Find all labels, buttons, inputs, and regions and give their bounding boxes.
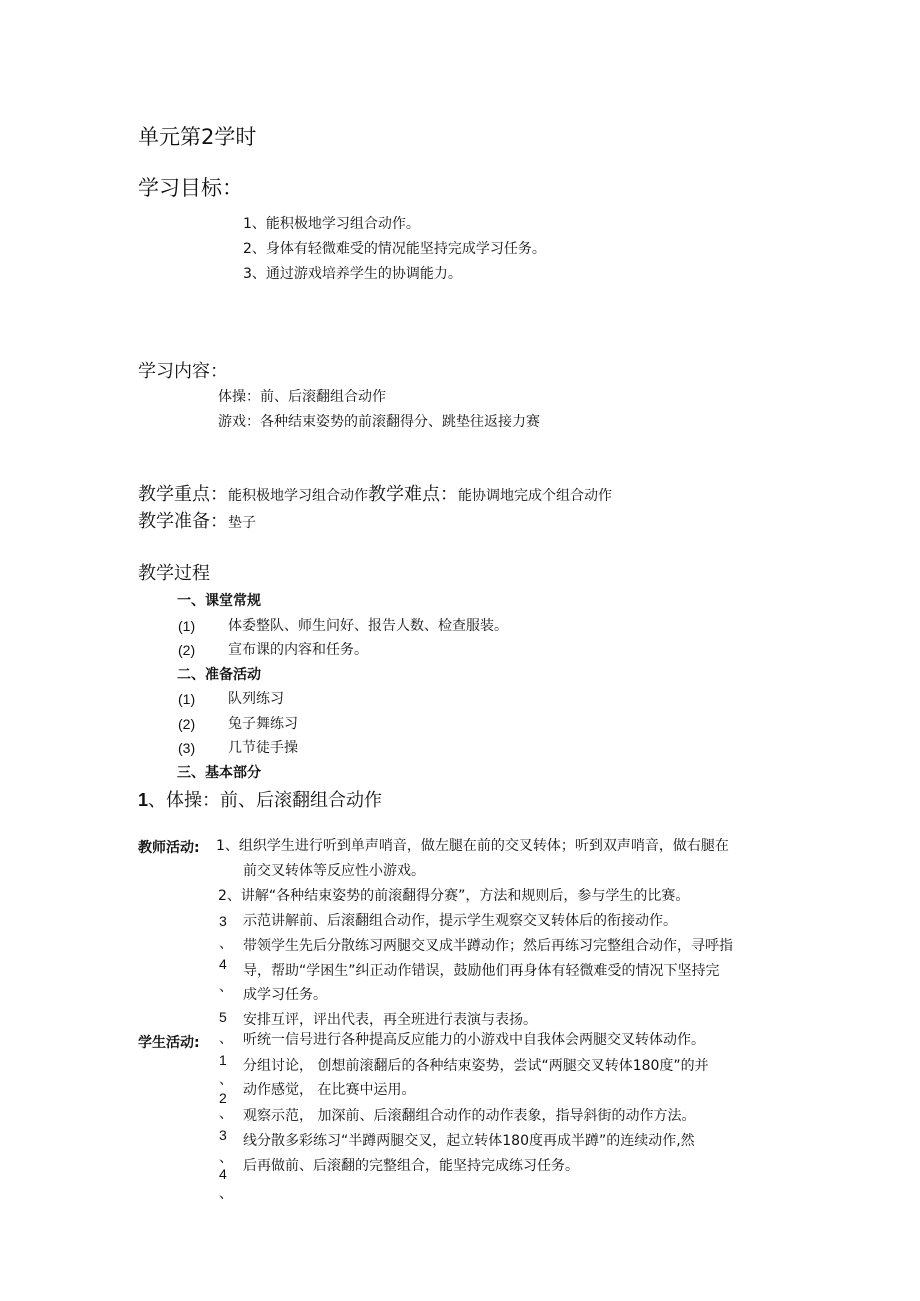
difficulty-value: 能协调地完成个组合动作 — [458, 488, 612, 504]
student-marker: 4 — [219, 1166, 227, 1182]
key-point-label: 教学重点： — [138, 484, 228, 505]
teacher-marker: 4 — [219, 956, 227, 972]
teacher-marker: 、 — [219, 1030, 233, 1046]
item-text: 几节徒手操 — [228, 740, 298, 756]
objective-item: 2、身体有轻微难受的情况能坚持完成学习任务。 — [243, 241, 546, 257]
teacher-marker: 3 — [219, 913, 227, 929]
teacher-line: 带领学生先后分散练习两腿交叉成半蹲动作；然后再练习完整组合动作，寻呼指 — [243, 938, 733, 954]
student-line: 后再做前、后滚翻的完整组合，能坚持完成练习任务。 — [243, 1158, 579, 1174]
student-label: 学生活动: — [138, 1035, 200, 1051]
student-marker: 、 — [219, 1105, 233, 1121]
teacher-line: 1、组织学生进行听到单声哨音，做左腿在前的交叉转体；听到双声哨音，做右腿在 — [216, 838, 729, 854]
subheading-number: 1 — [138, 790, 149, 810]
student-line: 线分散多彩练习“半蹲两腿交叉，起立转体180度再成半蹲”的连续动作,然 — [243, 1133, 695, 1149]
item-number: (1) — [178, 691, 196, 707]
item-number: (2) — [178, 642, 196, 658]
teacher-marker: 5 — [219, 1009, 227, 1025]
preparation-line — [138, 513, 256, 531]
student-marker: 3 — [219, 1127, 227, 1143]
student-line: 动作感觉， 在比赛中运用。 — [243, 1082, 416, 1098]
item-text: 队列练习 — [228, 691, 284, 707]
student-marker: 2 — [219, 1090, 227, 1106]
item-number: (3) — [178, 740, 196, 756]
section-title: 一、课堂常规 — [177, 593, 261, 609]
process-heading: 教学过程 — [138, 563, 210, 584]
teacher-line: 成学习任务。 — [243, 987, 327, 1003]
item-text: 兔子舞练习 — [228, 716, 298, 732]
content-heading: 学习内容： — [138, 361, 228, 382]
item-number: (2) — [178, 716, 196, 732]
teacher-line: 前交叉转体等反应性小游戏。 — [243, 863, 425, 879]
objectives-heading: 学习目标： — [138, 176, 243, 200]
student-line: 分组讨论， 创想前滚翻后的各种结束姿势，尝试“两腿交叉转体180度”的并 — [243, 1058, 709, 1074]
key-point-value: 能积极地学习组合动作 — [228, 488, 368, 504]
teacher-line: 导，帮助“学困生”纠正动作错误，鼓励他们再身体有轻微难受的情况下坚持完 — [243, 963, 720, 979]
key-points-line — [138, 486, 612, 504]
section-title: 二、准备活动 — [177, 667, 261, 683]
objective-item: 1、能积极地学习组合动作。 — [243, 216, 420, 232]
student-line: 观察示范， 加深前、后滚翻组合动作的动作表象，指导斜街的动作方法。 — [243, 1108, 696, 1124]
preparation-label: 教学准备： — [138, 511, 228, 532]
section-title: 三、基本部分 — [177, 765, 261, 781]
student-marker: 1 — [219, 1052, 227, 1068]
teacher-marker: 、 — [219, 935, 233, 951]
teacher-line: 安排互评，评出代表，再全班进行表演与表扬。 — [243, 1012, 537, 1028]
student-marker: 、 — [219, 1185, 233, 1201]
item-text: 体委整队、师生问好、报告人数、检查服装。 — [228, 618, 508, 634]
teacher-line: 示范讲解前、后滚翻组合动作，提示学生观察交叉转体后的衔接动作。 — [243, 913, 677, 929]
difficulty-label: 教学难点： — [368, 484, 458, 505]
page-title: 单元第2学时 — [138, 125, 257, 149]
content-item: 游戏：各种结束姿势的前滚翻得分、跳垫往返接力赛 — [218, 414, 540, 430]
teacher-label: 教师活动: — [138, 840, 200, 856]
teacher-marker: 、 — [219, 978, 233, 994]
objective-item: 3、通过游戏培养学生的协调能力。 — [243, 266, 462, 282]
student-line: 听统一信号进行各种提高反应能力的小游戏中自我体会两腿交叉转体动作。 — [243, 1032, 705, 1048]
content-item: 体操：前、后滚翻组合动作 — [218, 389, 386, 405]
item-text: 宣布课的内容和任务。 — [228, 642, 368, 658]
subheading-text: 、体操：前、后滚翻组合动作 — [148, 790, 383, 811]
item-number: (1) — [178, 618, 196, 634]
subheading — [138, 791, 382, 810]
student-marker: 、 — [219, 1071, 233, 1087]
student-marker: 、 — [219, 1149, 233, 1165]
preparation-value: 垫子 — [228, 515, 256, 531]
teacher-line: 2、讲解“各种结束姿势的前滚翻得分赛”，方法和规则后，参与学生的比赛。 — [218, 888, 690, 904]
